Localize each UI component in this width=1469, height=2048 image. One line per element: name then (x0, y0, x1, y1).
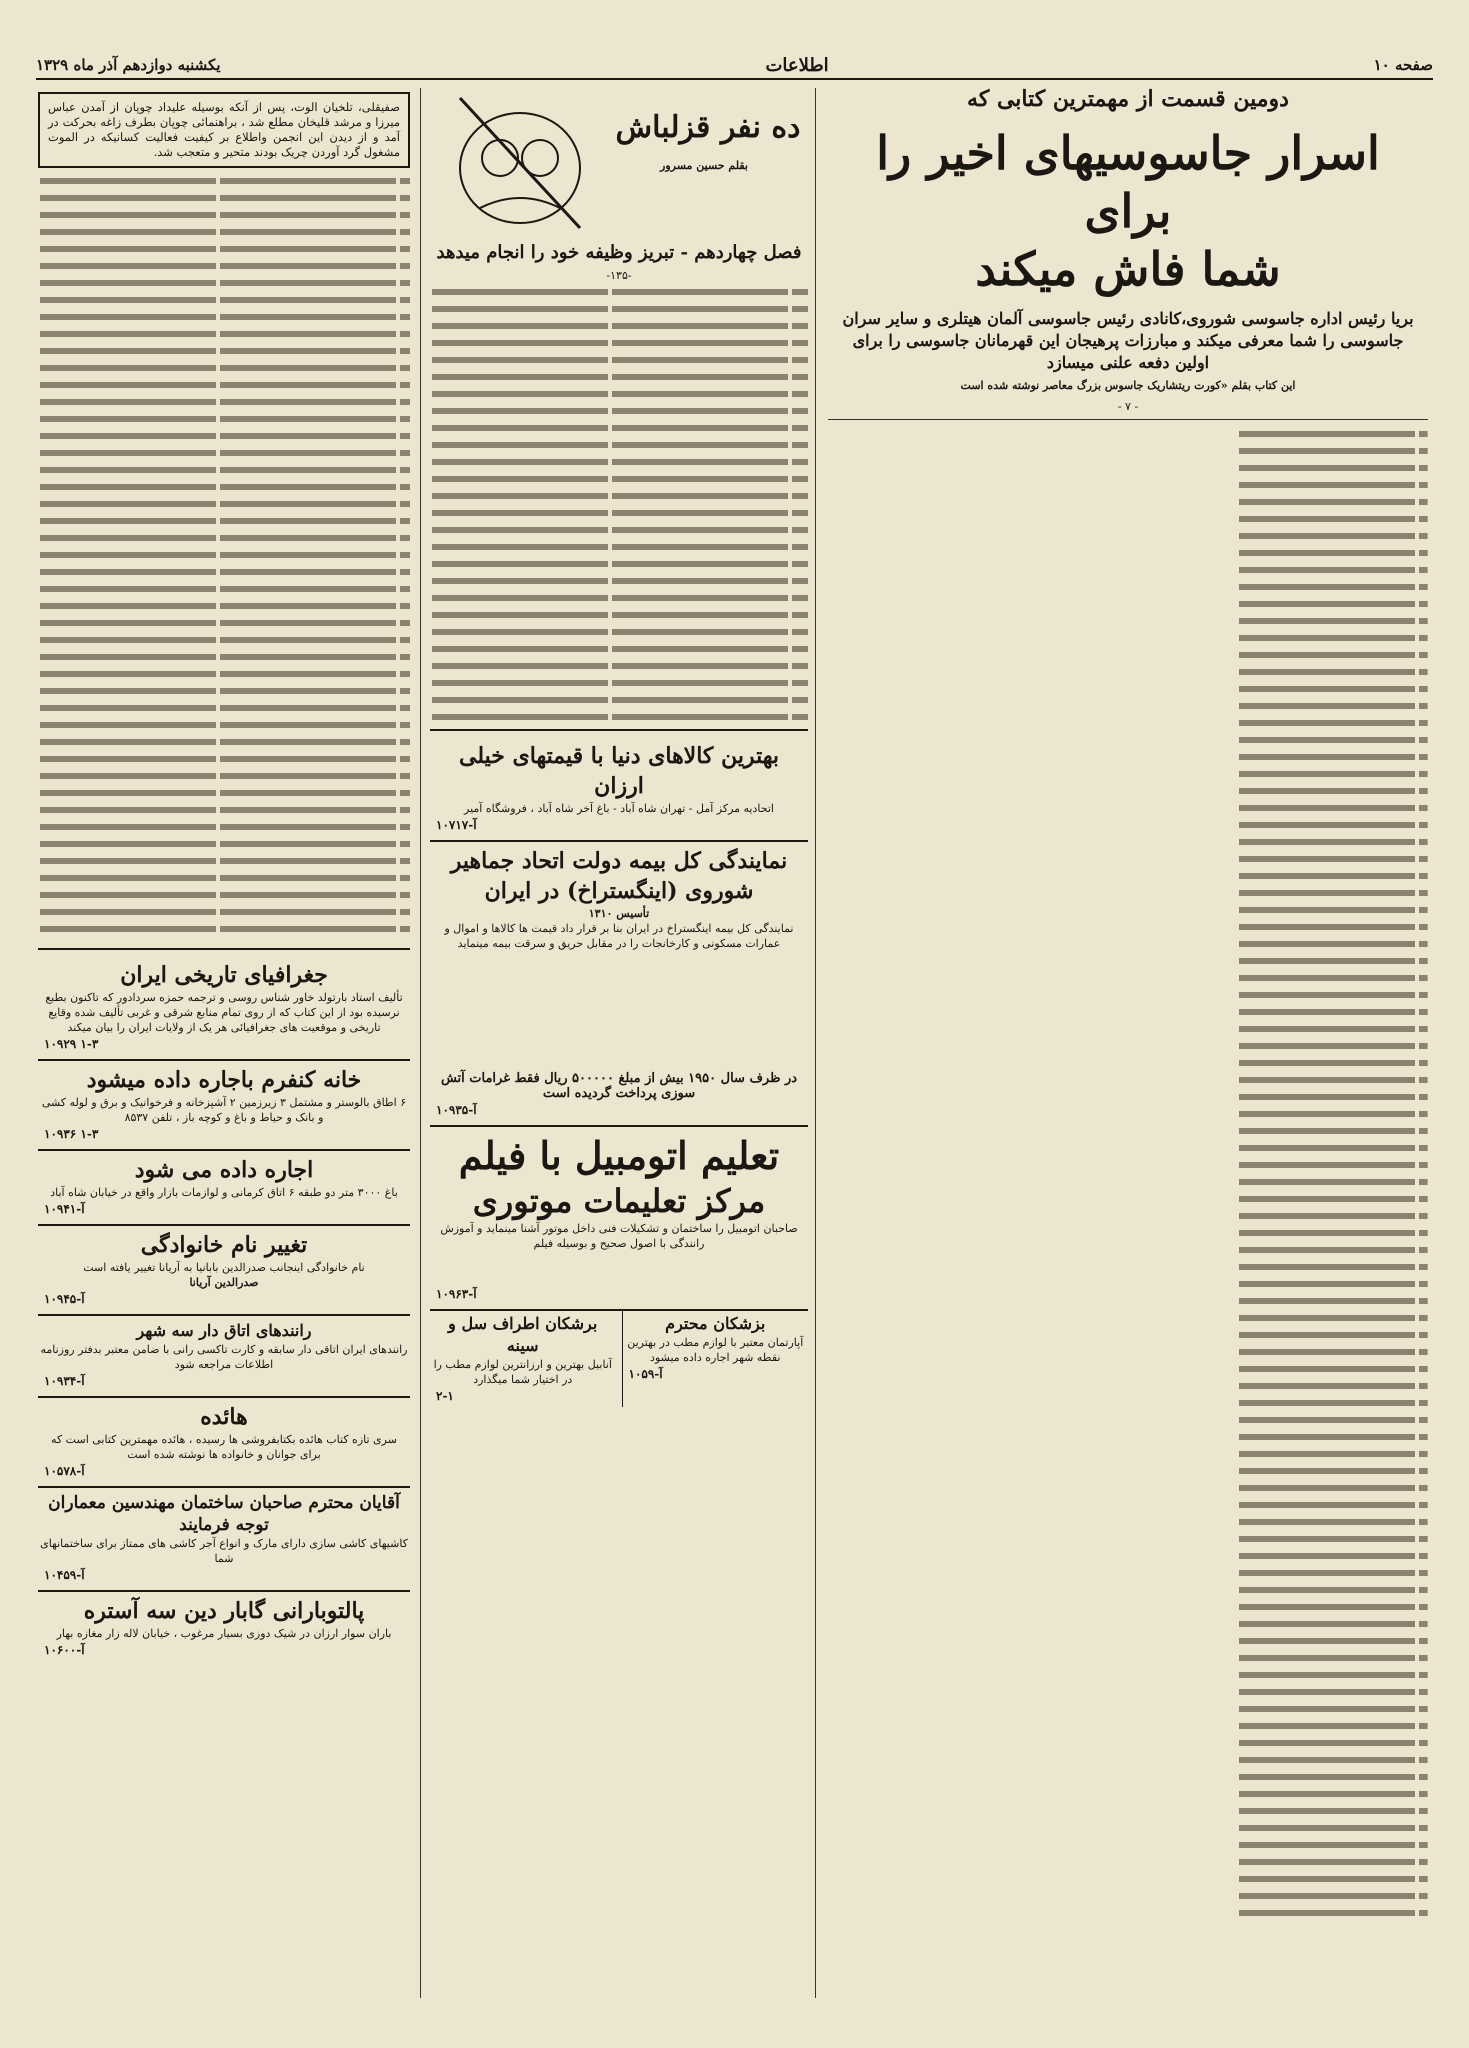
story-summary-box (38, 92, 410, 168)
story-part-number: -۱۳۵- (606, 269, 632, 282)
ad-tiles (38, 1488, 410, 1592)
ad-title: بهترین کالاهای دنیا با قیمتهای خیلی ارزان (459, 743, 779, 799)
column-divider (815, 88, 816, 1998)
middle-column (430, 88, 808, 2008)
article-headline-2: شما فاش میکند (975, 242, 1281, 296)
ad-text: اتحادیه مرکز آمل - تهران شاه آباد - باغ آخر شاه آباد ، فروشگاه آمیر (464, 802, 774, 815)
ad-code: ۱۰۵۹-آ (628, 1367, 663, 1381)
ad-code: ۱۰۹۴۵-آ (44, 1292, 85, 1306)
story-header (430, 88, 808, 238)
article-headline-1: اسرار جاسوسیهای اخیر را برای (876, 126, 1380, 238)
article-kicker: دومین قسمت از مهمترین کتابی که (967, 88, 1289, 112)
paper-name: اطلاعات (765, 54, 829, 76)
ad-title: خانه کنفرم باجاره داده میشود (86, 1067, 362, 1093)
ad-title: بزشکان محترم (665, 1314, 766, 1333)
story-author: بقلم حسین مسرور (660, 159, 748, 172)
spy-article (828, 88, 1428, 2008)
ad-code: ۱۰۹۳۶ ۱-۳ (44, 1127, 99, 1141)
ad-code: ۱۰۶۰۰-آ (44, 1643, 85, 1657)
article-body (828, 425, 1428, 1945)
ad-code: ۱۰۹۳۴-آ (44, 1374, 85, 1388)
box-text: صفیقلی، تلخیان الوت، پس از آنکه بوسیله علیداد چوپان از آمدن عباس میرزا و مرشد قلیخان مطلع شد ، براهنمائی چوپان بطرف زاغه بحرکت در آمد و از دیدن این انجمن واطلاع بر کیفیت فعالیت کسانیکه در الموت مشغول گرد آوردن چریک بودند متحیر و متعجب شد. (48, 100, 400, 159)
small-ads-row (430, 1311, 808, 1407)
ad-name-change (38, 1226, 410, 1316)
ad-text: رانندهای ایران اتاقی دار سابقه و کارت تاکسی رانی با ضامن معتبر بدفتر روزنامه اطلاعات مراجعه شود (40, 1343, 408, 1371)
story-text-lines (430, 283, 808, 723)
ad-title: برشکان اطراف سل و سینه (448, 1314, 598, 1355)
left-story-body (38, 172, 410, 942)
ad-text: آنابیل بهترین و ارزانترین لوازم مطب را در اختیار شما میگذارد (433, 1358, 612, 1386)
ad-garden-rent (38, 1151, 410, 1226)
ad-code: ۱۰۷۱۷-آ (436, 818, 477, 832)
warriors-illustration-icon (440, 88, 600, 238)
article-byline: این کتاب بقلم «کورت ریتشاریک جاسوس بزرگ معاصر نوشته شده است (960, 379, 1296, 392)
ad-subtitle: مرکز تعلیمات موتوری (472, 1182, 766, 1220)
ad-code: ۱۰۹۴۱-آ (44, 1202, 85, 1216)
ad-geography-book (38, 956, 410, 1061)
story-chapter: فصل چهاردهم - تبریز وظیفه خود را انجام میدهد (436, 242, 802, 263)
ad-title: رانندهای اتاق دار سه شهر (136, 1321, 312, 1340)
left-column (38, 88, 410, 2008)
ad-text: نام خانوادگی اینجانب صدرالدین بابانیا به آریانا تغییر یافته است (83, 1261, 365, 1274)
ad-code: ۱۰۹۳۵-آ (436, 1103, 477, 1117)
article-part-number: - ۷ - (1117, 400, 1139, 413)
ad-insurance (430, 842, 808, 1127)
ad-text: باغ ۳۰۰۰ متر دو طبقه ۶ اتاق کرمانی و لوازمات بازار واقع در خیابان شاه آباد (50, 1186, 398, 1199)
ad-highlight: در ظرف سال ۱۹۵۰ بیش از مبلغ ۵۰۰۰۰۰ ریال فقط غرامات آتش سوزی پرداخت گردیده است (440, 1071, 798, 1101)
ad-text: کاشیهای کاشی سازی دارای مارک و انواع آجر کاشی های ممتاز برای ساختمانهای شما (40, 1537, 408, 1565)
ad-code: ۱۰۹۶۳-آ (436, 1287, 477, 1301)
ad-signer: صدرالدین آریانا (189, 1276, 259, 1289)
ad-title: هائده (200, 1404, 248, 1430)
ad-title: تغییر نام خانوادگی (140, 1232, 308, 1258)
ad-cheap-goods (430, 737, 808, 842)
ad-raincoat (38, 1592, 410, 1665)
ad-text: ۶ اطاق بالوستر و مشتمل ۳ زیرزمین ۲ آشپزخانه و فرخوانیک و برق و لوله کشی و بانک و حیاط و باغ و کوچه باز ، تلفن ۸۵۳۷ (41, 1096, 407, 1124)
ad-drivers (38, 1316, 410, 1398)
ad-text: نمایندگی کل بیمه اینگستراخ در ایران بنا بر قرار داد قیمت ها کالاها و اموال و عمارات مسکونی و کارخانجات را در مقابل حریق و سرقت بیمه مینماید (444, 922, 794, 950)
ad-doctors (622, 1311, 809, 1407)
ad-title: تعلیم اتومبیل با فیلم (458, 1133, 780, 1178)
ad-title: آقایان محترم صاحبان ساختمان مهندسین معماران توجه فرمایند (48, 1493, 400, 1535)
story-title: ده نفر قزلباش (615, 110, 801, 145)
story-body (430, 283, 808, 723)
ad-text: سری تازه کتاب هائده بکتابفروشی ها رسیده ، هائده مهمترین کتابی است که برای جوانان و خانواده ها نوشته شده است (51, 1433, 397, 1461)
ad-text: باران سوار ارزان در شیک دوزی بسیار مرغوب ، خیابان لاله زار مغازه بهار (56, 1627, 392, 1640)
masthead (36, 52, 1433, 80)
ad-house-rent (38, 1061, 410, 1151)
date-line: یکشنبه دوازدهم آذر ماه ۱۳۲۹ (36, 56, 221, 74)
ad-tb-doctors (430, 1311, 616, 1407)
body-text-lines (1237, 425, 1428, 1925)
ad-text: صاحبان اتومبیل را ساختمان و تشکیلات فنی داخل موتور آشنا مینماید و آموزش رانندگی با اصول صحیح و بوسیله فیلم (440, 1222, 798, 1250)
column-divider (420, 88, 421, 1998)
ad-code: ۱۰۵۷۸-آ (44, 1464, 85, 1478)
ad-title: پالتوبارانی گابار دین سه آستره (83, 1598, 365, 1624)
ad-code: ۱۰۴۵۹-آ (44, 1568, 85, 1582)
ad-year: تأسیس ۱۳۱۰ (588, 907, 650, 920)
ad-code: ۱۰۹۲۹ ۱-۳ (44, 1037, 99, 1051)
ad-text: تألیف استاد بارتولد خاور شناس روسی و ترجمه حمزه سردادور که تاکنون بطبع نرسیده بود از این کتاب که از روی تمام منابع شرقی و غربی تألیف شده وقایع تاریخی و موقعیت های جغرافیائی هر یک از ولایات ایران را بیان میکند (45, 991, 403, 1034)
ad-title: جغرافیای تاریخی ایران (120, 962, 328, 988)
ad-text: آپارتمان معتبر با لوازم مطب در بهترین نقطه شهر اجاره داده میشود (627, 1336, 804, 1364)
ad-title: اجاره داده می شود (134, 1157, 314, 1183)
ad-driving-school (430, 1127, 808, 1311)
ad-title: نمایندگی کل بیمه دولت اتحاد جماهیر شوروی (اینگستراخ) در ایران (450, 848, 788, 904)
left-text-lines (38, 172, 410, 942)
ad-haedeh-book (38, 1398, 410, 1488)
ad-code: ۲-۱ (436, 1389, 454, 1403)
article-subhead: بریا رئیس اداره جاسوسی شوروی،کانادی رئیس جاسوسی آلمان هیتلری و سایر سران جاسوسی را شما معرفی میکند و مبارزات پرهیجان این قهرمانان جاسوسی را برای اولین دفعه علنی میسازد (842, 309, 1414, 372)
page-label: صفحه ۱۰ (1373, 56, 1433, 74)
